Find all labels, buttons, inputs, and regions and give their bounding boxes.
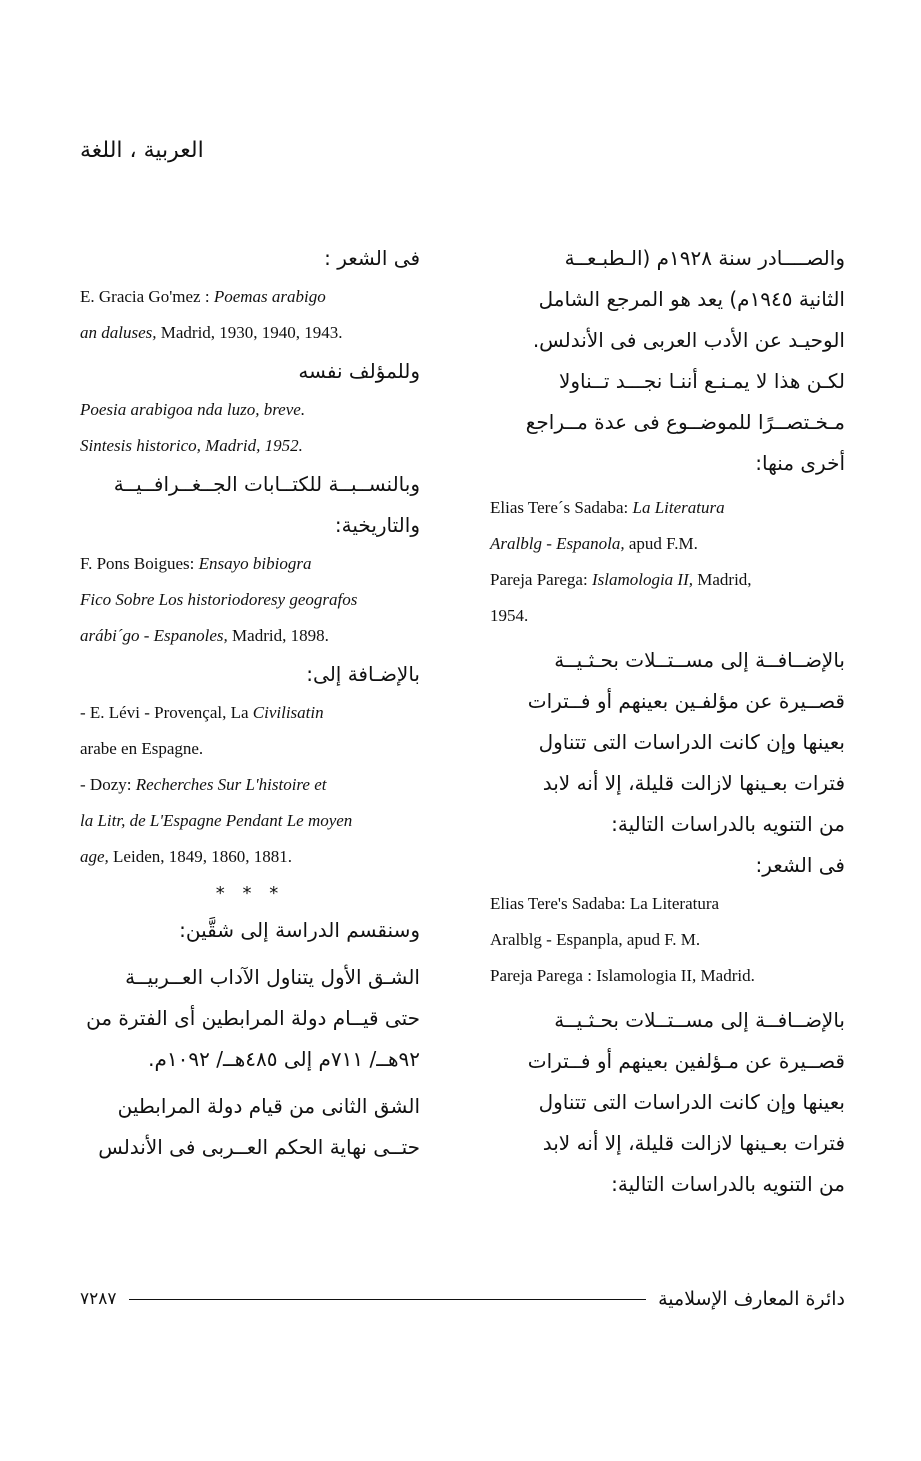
- reference-tere-sadaba: Elias Tere´s Sadaba: La Literatura Aralblg - Espanola, apud F.M.: [490, 498, 725, 553]
- reference-gracia-gomez: E. Gracia Go'mez : Poemas arabigo an daluses, Madrid, 1930, 1940, 1943.: [80, 287, 343, 342]
- part-one-paragraph: الشـق الأول يتناول الآداب العــربيــة حتى قيــام دولة المرابطين أى الفترة من ٩٢هــ/ ٧١١م إلى ٤٨٥هــ/ ١٠٩٢م.: [86, 965, 420, 1071]
- reference-pons-boigues: F. Pons Boigues: Ensayo bibiogra Fico Sobre Los historiodoresy geografos arábi´go - Espanoles, Madrid, 1898.: [80, 554, 358, 645]
- division-heading: وسنقسم الدراسة إلى شقَّين:: [179, 918, 420, 942]
- section-separator: * * *: [215, 883, 285, 904]
- reference-pareja-parega-2: Pareja Parega : Islamologia II, Madrid.: [490, 966, 755, 985]
- intro-paragraph: والصــــادر سنة ١٩٢٨م (الـطبـعــة الثانية ١٩٤٥م) يعد هو المرجع الشامل الوحيـد عن الأدب العربى فى الأندلس. لكـن هذا لا يمـنـع أننـا نجـــد تــناولا مـخـتصــرًا للموضــوع فى عدة مــراجع أخرى منها:: [525, 246, 845, 475]
- reference-levi-provencal: - E. Lévi - Provençal, La Civilisatin arabe en Espagne.: [80, 703, 324, 758]
- part-two-paragraph: الشق الثانى من قيام دولة المرابطين حتــى نهاية الحكم العــربى فى الأندلس: [98, 1094, 420, 1159]
- addition-heading: بالإضـافة إلى:: [306, 662, 420, 686]
- geography-history-heading: وبالنســبــة للكتــابات الجــغــرافــيــة والتاريخية:: [113, 472, 420, 537]
- left-column: [80, 238, 420, 1168]
- reference-poesia: Poesia arabigoa nda luzo, breve. Sintesis historico, Madrid, 1952.: [80, 400, 306, 455]
- research-paragraph-2: بالإضــافــة إلى مســتــلات بحـثـيــة قصــيرة عن مـؤلفين بعينهم أو فــترات بعينها وإن كانت الدراسات التى تتناول فترات بعـينها لازالت قليلة، إلا أنه لابد من التنويه بالدراسات التالية:: [527, 1008, 845, 1196]
- poetry-heading-right: فى الشعر:: [755, 853, 845, 877]
- footer-rule: [129, 1299, 647, 1300]
- research-paragraph-1: بالإضــافــة إلى مســتــلات بحـثـيــة قصــيرة عن مؤلفـين بعينهم أو فــترات بعينها وإن كانت الدراسات التى تتناول فترات بعـينها لازالت قليلة، إلا أنه لابد من التنويه بالدراسات التالية:: [527, 648, 845, 836]
- reference-pareja-parega: Pareja Parega: Islamologia II, Madrid, 1954.: [490, 570, 752, 625]
- right-column: [490, 238, 845, 1205]
- page-footer: [80, 1284, 845, 1314]
- reference-tere-sadaba-2: Elias Tere's Sadaba: La Literatura Aralblg - Espanpla, apud F. M.: [490, 894, 720, 949]
- reference-dozy: - Dozy: Recherches Sur L'histoire et la Litr, de L'Espagne Pendant Le moyen age, Leiden, 1849, 1860, 1881.: [80, 775, 353, 866]
- poetry-heading-left: فى الشعر :: [324, 246, 420, 270]
- page-header: العربية ، اللغة: [80, 138, 204, 163]
- encyclopedia-title: دائرة المعارف الإسلامية: [658, 1288, 845, 1310]
- page-number: ٧٢٨٧: [80, 1289, 117, 1309]
- same-author-heading: وللمؤلف نفسه: [298, 359, 420, 383]
